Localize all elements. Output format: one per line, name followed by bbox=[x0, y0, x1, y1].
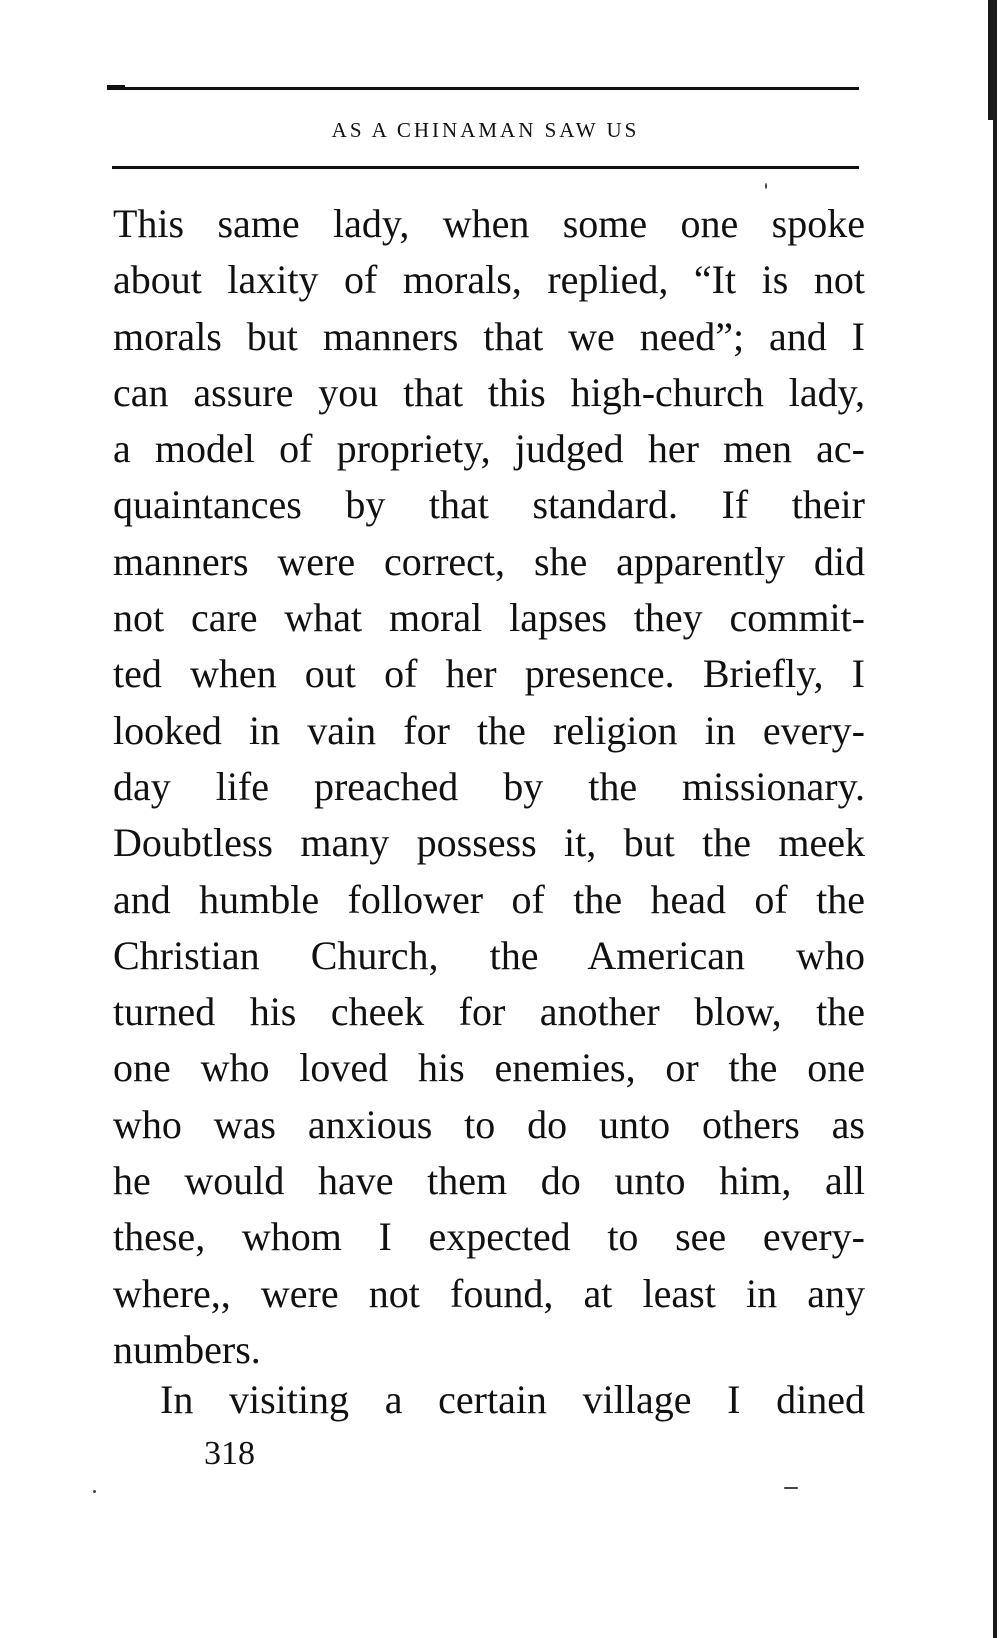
text-line: one who loved his enemies, or the one bbox=[113, 1045, 865, 1091]
text-line: looked in vain for the religion in every- bbox=[113, 707, 865, 753]
text-line: manners were correct, she apparently did bbox=[113, 538, 865, 584]
text-line: quaintances by that standard. If their bbox=[113, 482, 865, 528]
text-line: who was anxious to do unto others as bbox=[113, 1101, 865, 1147]
running-head: AS A CHINAMAN SAW US bbox=[331, 118, 640, 142]
text-line: numbers. bbox=[113, 1326, 261, 1372]
text-line: a model of propriety, judged her men ac- bbox=[113, 426, 865, 472]
scan-edge-mark bbox=[993, 0, 997, 1638]
text-line: and humble follower of the head of the bbox=[113, 876, 865, 922]
header-rule-bottom bbox=[112, 166, 859, 169]
paragraph-2-first-line: In visiting a certain village I dined bbox=[160, 1377, 865, 1422]
text-line: morals but manners that we need”; and I bbox=[113, 313, 865, 359]
text-line: about laxity of morals, replied, “It is not bbox=[113, 257, 865, 303]
text-line: day life preached by the missionary. bbox=[113, 763, 865, 809]
text-line: where,, were not found, at least in any bbox=[113, 1270, 865, 1316]
text-line: Doubtless many possess it, but the meek bbox=[113, 820, 865, 866]
page-number: 318 bbox=[204, 1435, 255, 1472]
text-line: not care what moral lapses they commit- bbox=[113, 595, 865, 641]
text-line: Christian Church, the American who bbox=[113, 932, 865, 978]
text-line: turned his cheek for another blow, the bbox=[113, 989, 865, 1035]
text-line: ted when out of her presence. Briefly, I bbox=[113, 651, 865, 697]
text-line: can assure you that this high-church lady, bbox=[113, 369, 865, 415]
scan-speck bbox=[765, 183, 767, 189]
text-line: he would have them do unto him, all bbox=[113, 1158, 865, 1204]
paragraph-1 bbox=[113, 196, 865, 1378]
text-line: This same lady, when some one spoke bbox=[113, 201, 865, 246]
header-rule-top bbox=[112, 87, 859, 90]
scan-speck bbox=[93, 1490, 96, 1493]
scan-speck bbox=[784, 1487, 798, 1489]
text-line: these, whom I expected to see every- bbox=[113, 1214, 865, 1260]
